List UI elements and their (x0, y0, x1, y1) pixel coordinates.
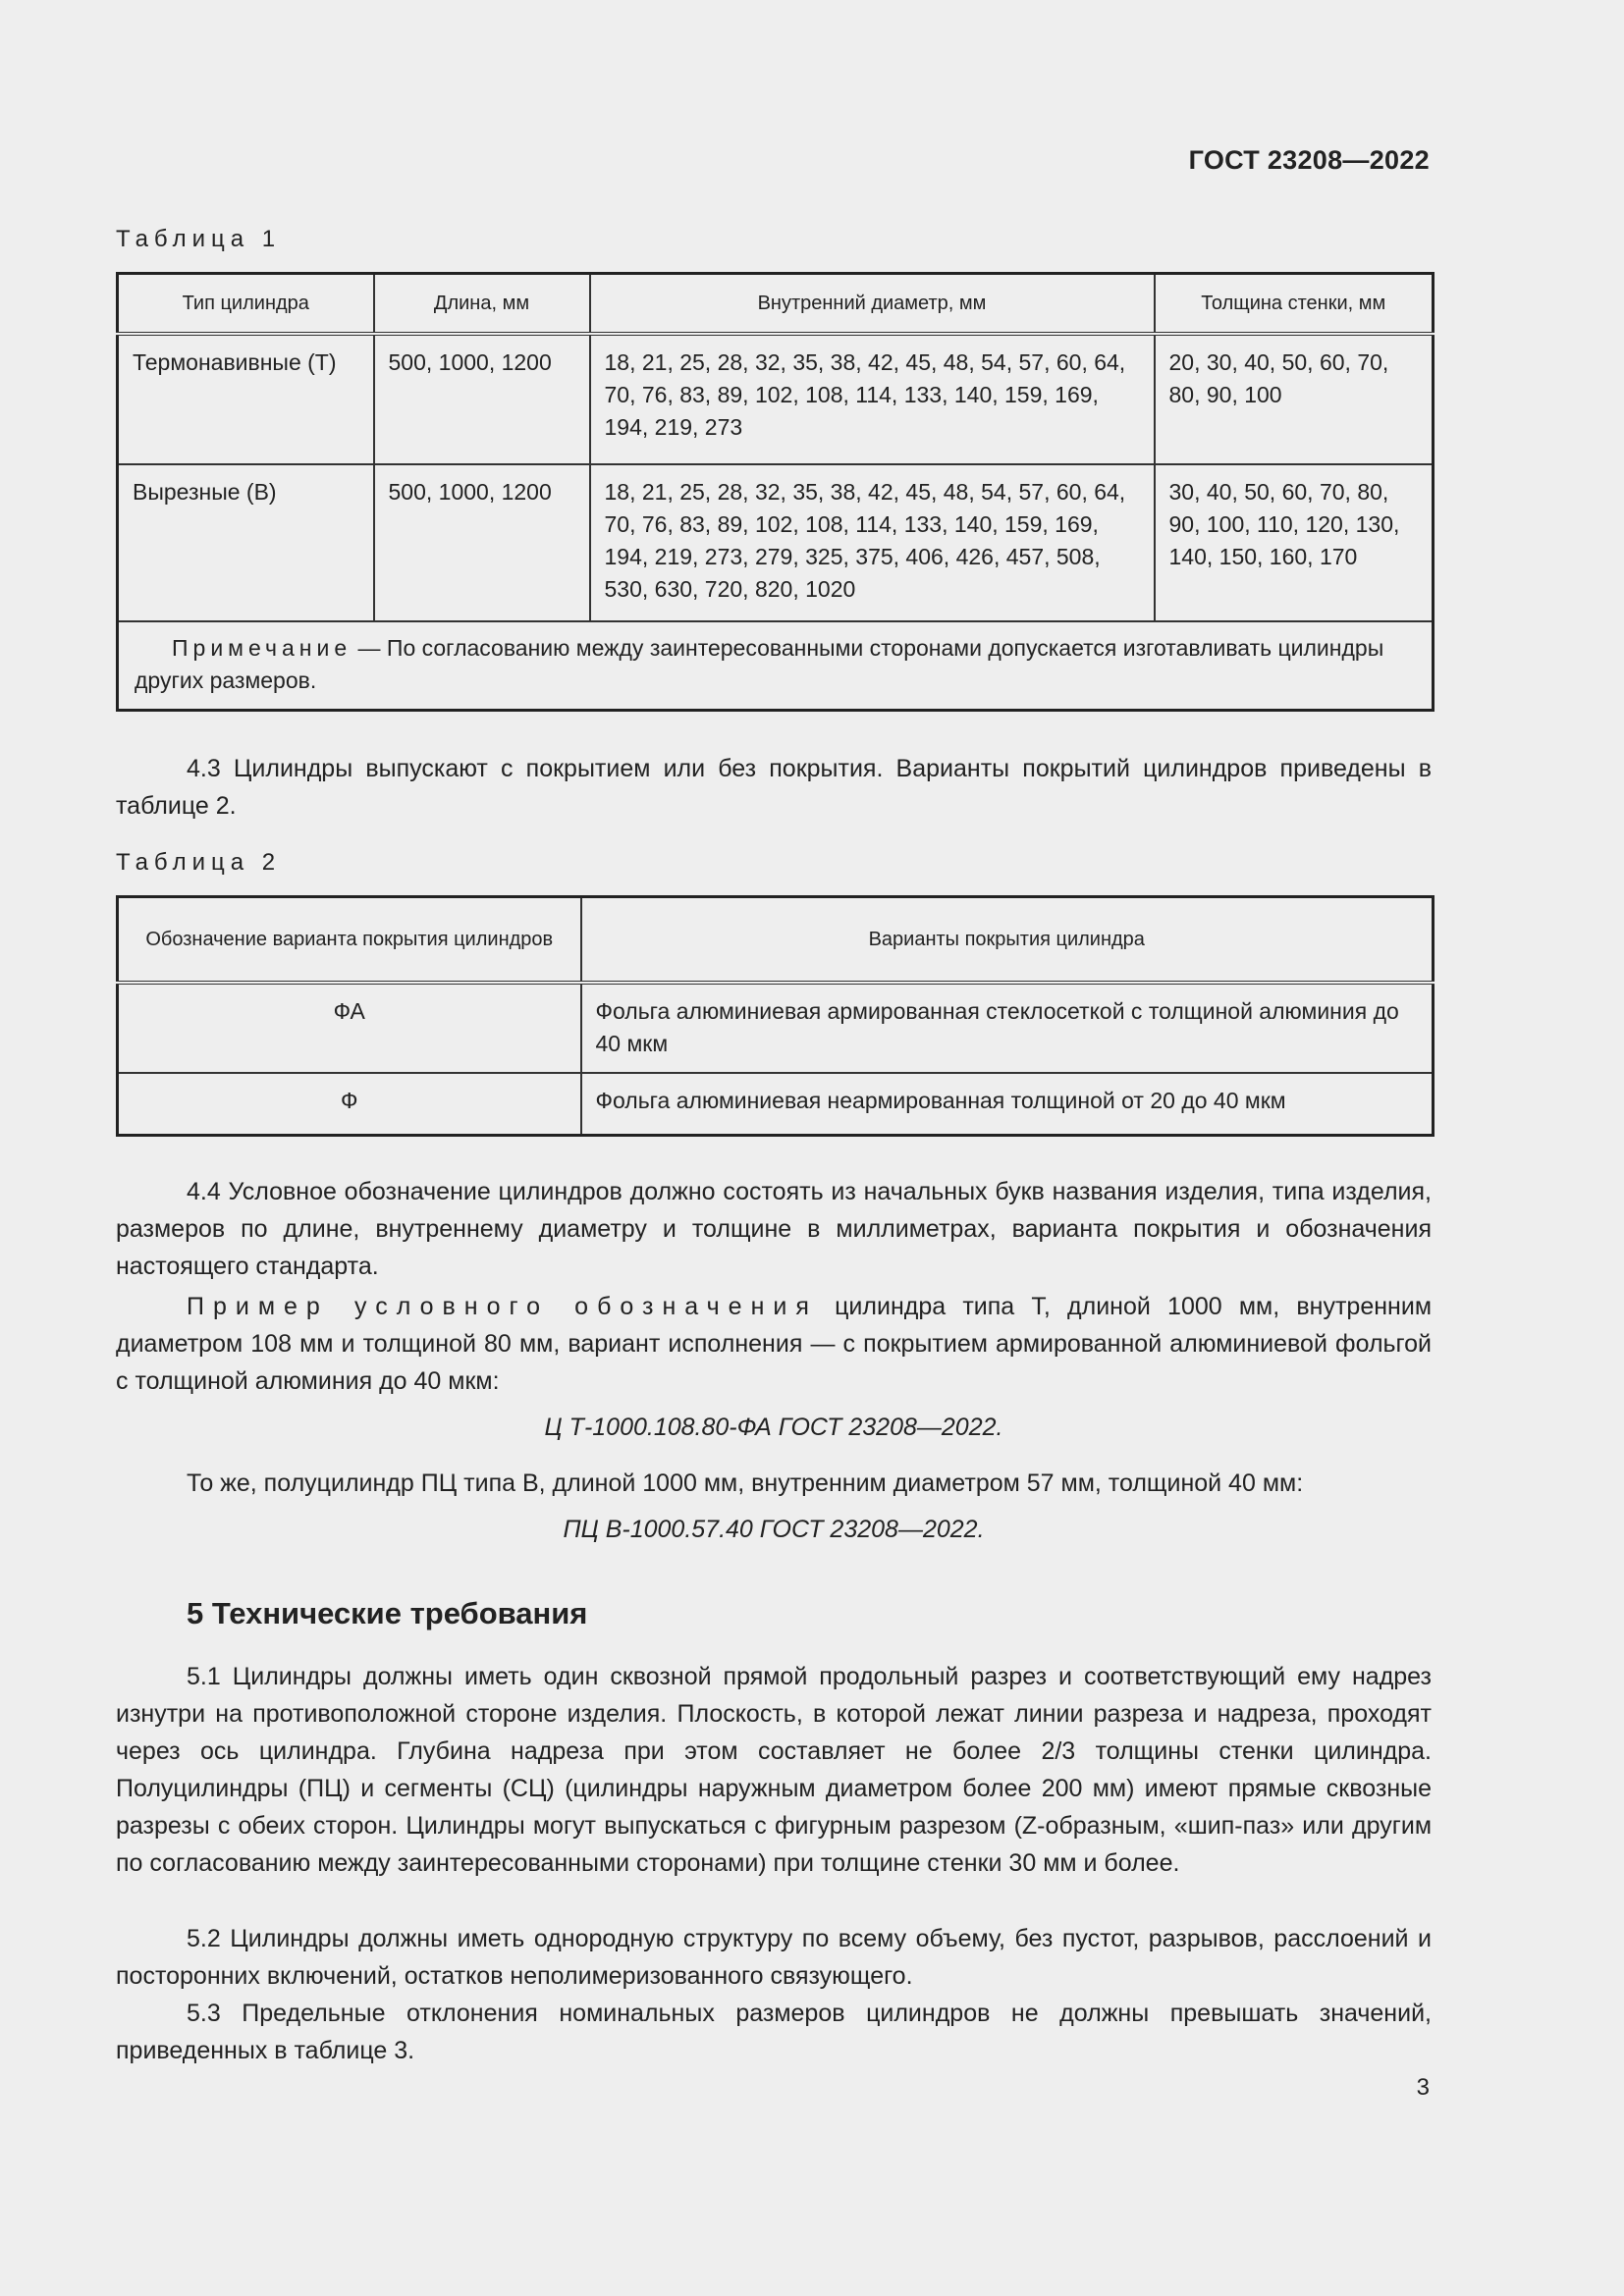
table1-header-wall-thickness: Толщина стенки, мм (1155, 274, 1434, 335)
table-cell: 18, 21, 25, 28, 32, 35, 38, 42, 45, 48, 54, 57, 60, 64, 70, 76, 83, 89, 102, 108, 114, 133, 140, 159, 169, 194, 219, 273 (590, 334, 1155, 464)
same-example-paragraph: То же, полуцилиндр ПЦ типа В, длиной 1000 мм, внутренним диаметром 57 мм, толщиной 40 мм: (187, 1469, 1304, 1497)
table-row (118, 983, 1434, 1073)
table1-header-inner-diameter: Внутренний диаметр, мм (590, 274, 1155, 335)
table-row (118, 334, 1434, 464)
example-text: цилиндра типа Т, длиной 1000 мм, внутренним диаметром 108 мм и толщиной 80 мм, вариант исполнения — с покрытием армированной алюминиевой фольгой с толщиной алюминия до 40 мкм: (116, 1293, 1433, 1395)
table1-header-row (118, 274, 1434, 335)
paragraph-5-3: 5.3 Предельные отклонения номинальных размеров цилиндров не должны превышать значений, приведенных в таблице 3. (116, 2000, 1432, 2064)
table-cell: Фольга алюминиевая неармированная толщиной от 20 до 40 мкм (581, 1073, 1434, 1135)
table1-header-type: Тип цилиндра (118, 274, 374, 335)
table2-header-designation: Обозначение варианта покрытия цилиндров (118, 897, 581, 984)
table-cell: Вырезные (В) (118, 464, 374, 621)
table1-note-row (118, 621, 1434, 711)
document-id: ГОСТ 23208—2022 (1188, 145, 1430, 175)
page-number: 3 (1416, 2074, 1430, 2101)
table-cell: Фольга алюминиевая армированная стеклосеткой с толщиной алюминия до 40 мкм (581, 983, 1434, 1073)
paragraph-5-2: 5.2 Цилиндры должны иметь однородную структуру по всему объему, без пустот, разрывов, расслоений и посторонних включений, остатков неполимеризованного связующего. (116, 1925, 1432, 1990)
section-5-title: 5 Технические требования (187, 1596, 588, 1630)
paragraph-5-1: 5.1 Цилиндры должны иметь один сквозной прямой продольный разрез и соответствующий ему надрез изнутри на противоположной стороне изделия. Плоскость, в которой лежат линии разреза и надреза, проходят через ось цилиндра. Глубина надреза при этом составляет не более 2/3 толщины стенки цилиндра. Полуцилиндры (ПЦ) и сегменты (СЦ) (цилиндры наружным диаметром более 200 мм) имеют прямые сквозные разрезы с обеих сторон. Цилиндры могут выпускаться с фигурным разрезом (Z-образным, «шип-паз» или другим по согласованию между заинтересованными сторонами) при толщине стенки 30 мм и более. (116, 1663, 1432, 1877)
table-cell: Термонавивные (Т) (118, 334, 374, 464)
table-cell: 20, 30, 40, 50, 60, 70, 80, 90, 100 (1155, 334, 1434, 464)
paragraph-4-4: 4.4 Условное обозначение цилиндров должно состоять из начальных букв названия изделия, типа изделия, размеров по длине, внутреннему диаметру и толщине в миллиметрах, варианта покрытия и обозначения настоящего стандарта. (116, 1178, 1432, 1280)
table-cell: 500, 1000, 1200 (374, 464, 590, 621)
table2 (116, 895, 1435, 1137)
table2-header-row (118, 897, 1434, 984)
table-cell: 30, 40, 50, 60, 70, 80, 90, 100, 110, 120, 130, 140, 150, 160, 170 (1155, 464, 1434, 621)
table-cell: 18, 21, 25, 28, 32, 35, 38, 42, 45, 48, 54, 57, 60, 64, 70, 76, 83, 89, 102, 108, 114, 133, 140, 159, 169, 194, 219, 273, 279, 325, 375, 406, 426, 457, 508, 530, 630, 720, 820, 1020 (590, 464, 1155, 621)
designation-formula-2: ПЦ В-1000.57.40 ГОСТ 23208—2022. (563, 1516, 985, 1543)
table1 (116, 272, 1435, 712)
example-label: Пример условного обозначения (187, 1293, 818, 1320)
table1-header-length: Длина, мм (374, 274, 590, 335)
table-cell: ФА (118, 983, 581, 1073)
table1-note (118, 621, 1434, 711)
table2-caption: Таблица 2 (116, 849, 282, 876)
table-row (118, 464, 1434, 621)
table2-header-coating-variants: Варианты покрытия цилиндра (581, 897, 1434, 984)
example-paragraph (116, 1288, 1432, 1400)
note-label: Примечание (172, 635, 352, 661)
table1-caption: Таблица 1 (116, 226, 282, 252)
designation-formula-1: Ц Т-1000.108.80-ФА ГОСТ 23208—2022. (544, 1414, 1003, 1441)
paragraph-4-3: 4.3 Цилиндры выпускают с покрытием или без покрытия. Варианты покрытий цилиндров приведены в таблице 2. (116, 755, 1432, 820)
table-cell: 500, 1000, 1200 (374, 334, 590, 464)
note-text: — По согласованию между заинтересованными сторонами допускается изготавливать цилиндры других размеров. (135, 635, 1384, 693)
table-row (118, 1073, 1434, 1135)
table-cell: Ф (118, 1073, 581, 1135)
